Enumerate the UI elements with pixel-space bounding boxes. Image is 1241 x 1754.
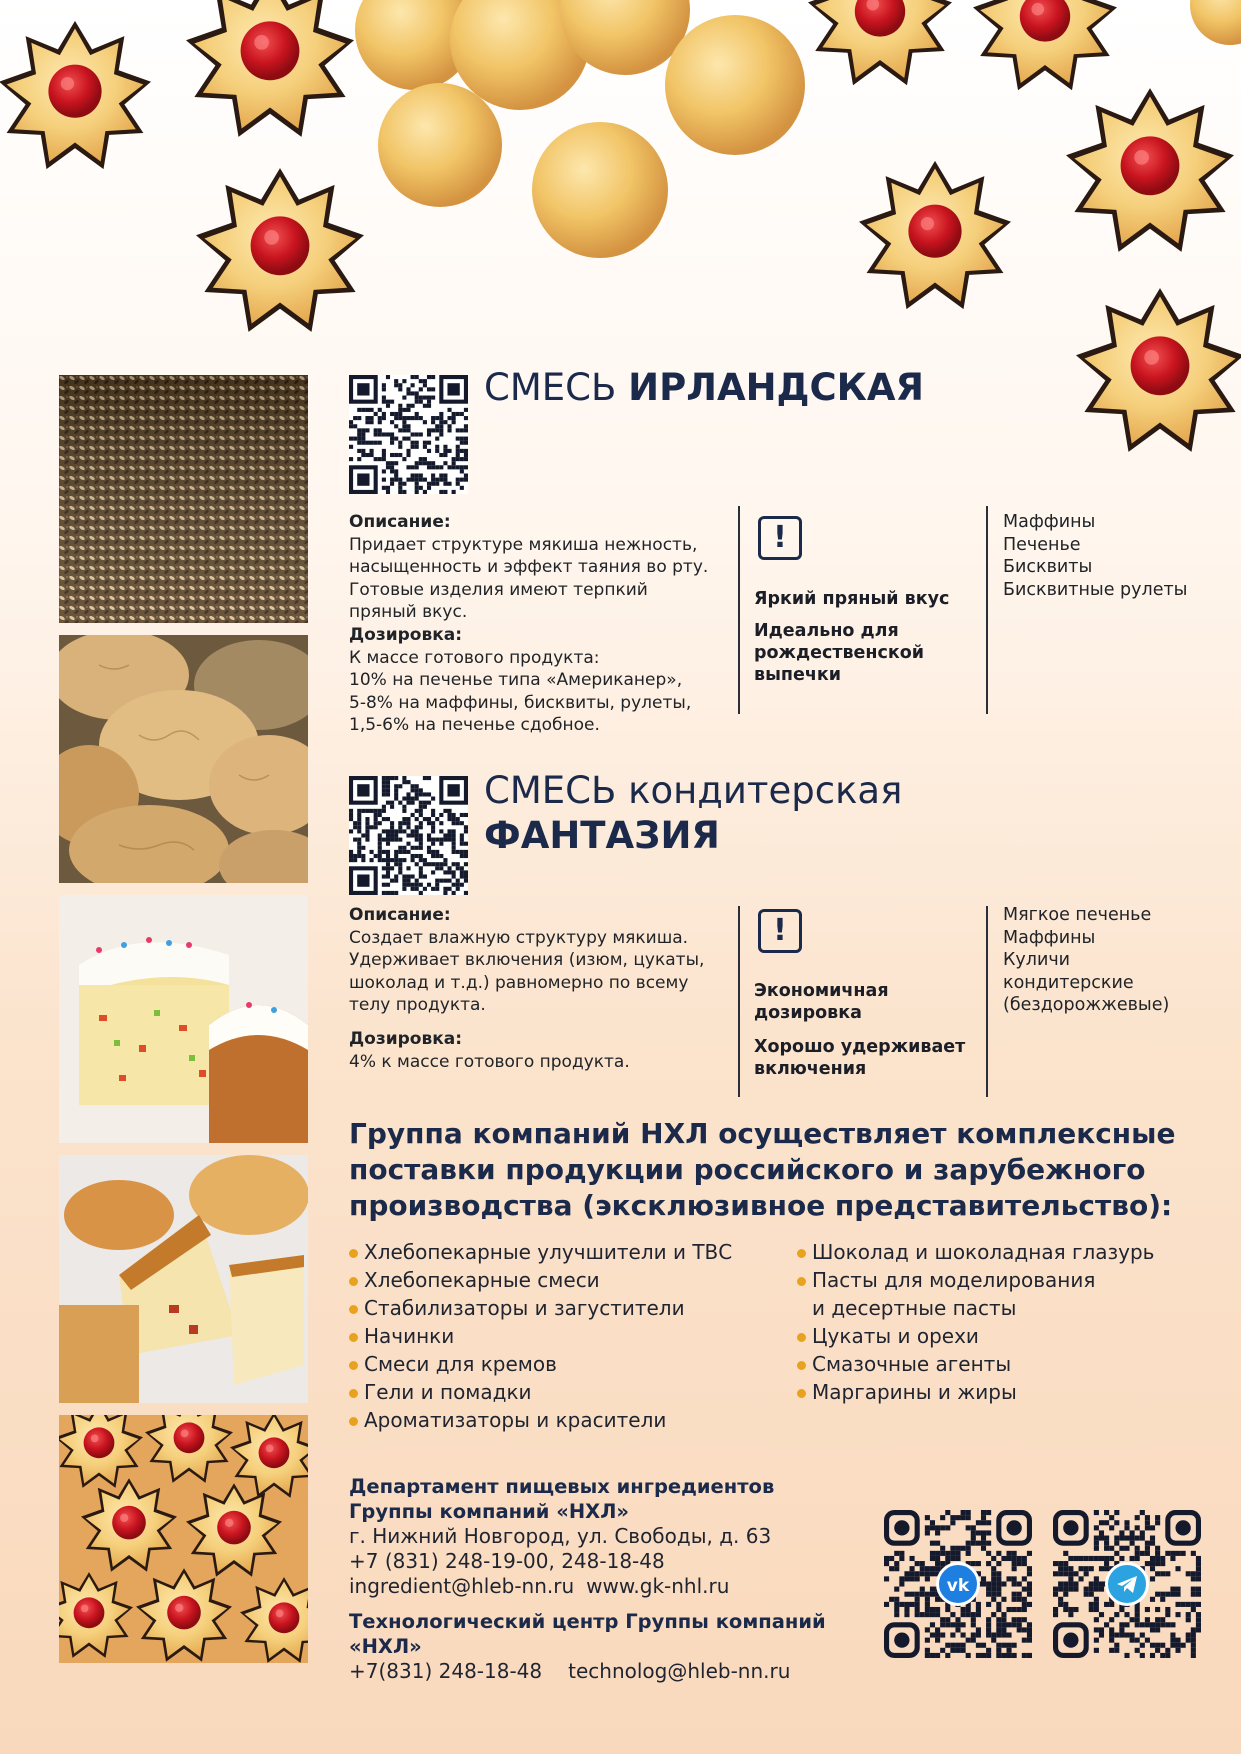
qr-code-vk[interactable] [884, 1510, 1032, 1658]
contacts-block [349, 1474, 869, 1684]
list-item: Маргарины и жиры [797, 1378, 1227, 1406]
phone-numbers[interactable]: +7 (831) 248-19-00, 248-18-48 [349, 1549, 665, 1573]
divider [738, 506, 740, 714]
photo-seed-mix [59, 375, 308, 623]
email-link[interactable]: technolog@hleb-nn.ru [568, 1659, 791, 1683]
product2-title: СМЕСЬ кондитерская ФАНТАЗИЯ [484, 769, 903, 857]
website-link[interactable]: www.gk-nhl.ru [586, 1574, 730, 1598]
description-heading: Описание: [349, 512, 451, 532]
list-item: Гели и помадки [349, 1378, 779, 1406]
photo-kulich-cake [59, 895, 308, 1143]
qr-code-product2[interactable] [349, 776, 468, 895]
list-item: Начинки [349, 1322, 779, 1350]
dosage-heading: Дозировка: [349, 1028, 463, 1049]
list-item: Пасты для моделирования и десертные пасты [797, 1266, 1227, 1322]
list-item: Хлебопекарные улучшители и ТВС [349, 1238, 779, 1266]
product2-uses: Мягкое печенье Маффины Куличи кондитерские (бездорожжевые) [1003, 905, 1170, 1016]
photo-muffins [59, 1155, 308, 1403]
telegram-icon [1105, 1562, 1149, 1606]
list-item: Стабилизаторы и загустители [349, 1294, 779, 1322]
list-item: Смеси для кремов [349, 1350, 779, 1378]
list-item: Смазочные агенты [797, 1350, 1227, 1378]
vk-icon [936, 1562, 980, 1606]
product2-features: Экономичная дозировка Хорошо удерживает включения [754, 981, 966, 1079]
list-item: Хлебопекарные смеси [349, 1266, 779, 1294]
qr-code-product1[interactable] [349, 375, 468, 494]
description-heading: Описание: [349, 905, 451, 925]
product1-title: СМЕСЬ ИРЛАНДСКАЯ [484, 366, 925, 409]
list-item: Шоколад и шоколадная глазурь [797, 1238, 1227, 1266]
divider [738, 906, 740, 1097]
qr-code-telegram[interactable] [1053, 1510, 1201, 1658]
exclamation-icon: ! [758, 516, 802, 560]
group-intro: Группа компаний НХЛ осуществляет комплексные поставки продукции российского и зарубежного производства (эксклюзивное представительство): [349, 1117, 1176, 1222]
product-list-left [349, 1238, 779, 1434]
dept-heading: Департамент пищевых ингредиентов [349, 1475, 775, 1498]
list-item: Ароматизаторы и красители [349, 1406, 779, 1434]
product1-description: Описание: Придает структуре мякиша нежность, насыщенность и эффект таяния во рту. Готовые изделия имеют терпкий пряный вкус. Дозировка: К массе готового продукта: 10% на печенье типа «Американер», 5-8% на маффины, бисквиты, рулеты, 1,5-6% на печенье сдобное. [349, 511, 729, 737]
phone-number[interactable]: +7(831) 248-18-48 [349, 1659, 543, 1683]
svg-text:vk: vk [946, 1576, 970, 1596]
product1-uses: Маффины Печенье Бисквиты Бисквитные рулеты [1003, 512, 1188, 600]
list-item: Цукаты и орехи [797, 1322, 1227, 1350]
photo-cookies [59, 635, 308, 883]
email-link[interactable]: ingredient@hleb-nn.ru [349, 1574, 575, 1598]
dosage-heading: Дозировка: [349, 624, 463, 645]
dept-heading: Группы компаний «НХЛ» [349, 1500, 629, 1523]
divider [986, 906, 988, 1097]
product-list-right [797, 1238, 1227, 1406]
product2-description: Описание: Создает влажную структуру мякиша. Удерживает включения (изюм, цукаты, шоколад и т.д.) равномерно по всему телу продукта. Дозировка: 4% к массе готового продукта. [349, 904, 729, 1073]
divider [986, 506, 988, 714]
photo-jam-cookies [59, 1415, 308, 1663]
tech-center-heading: Технологический центр Группы компаний «НХЛ» [349, 1610, 826, 1658]
address: г. Нижний Новгород, ул. Свободы, д. 63 [349, 1524, 772, 1548]
exclamation-icon: ! [758, 909, 802, 953]
product1-features: Яркий пряный вкус Идеально для рождественской выпечки [754, 589, 950, 685]
